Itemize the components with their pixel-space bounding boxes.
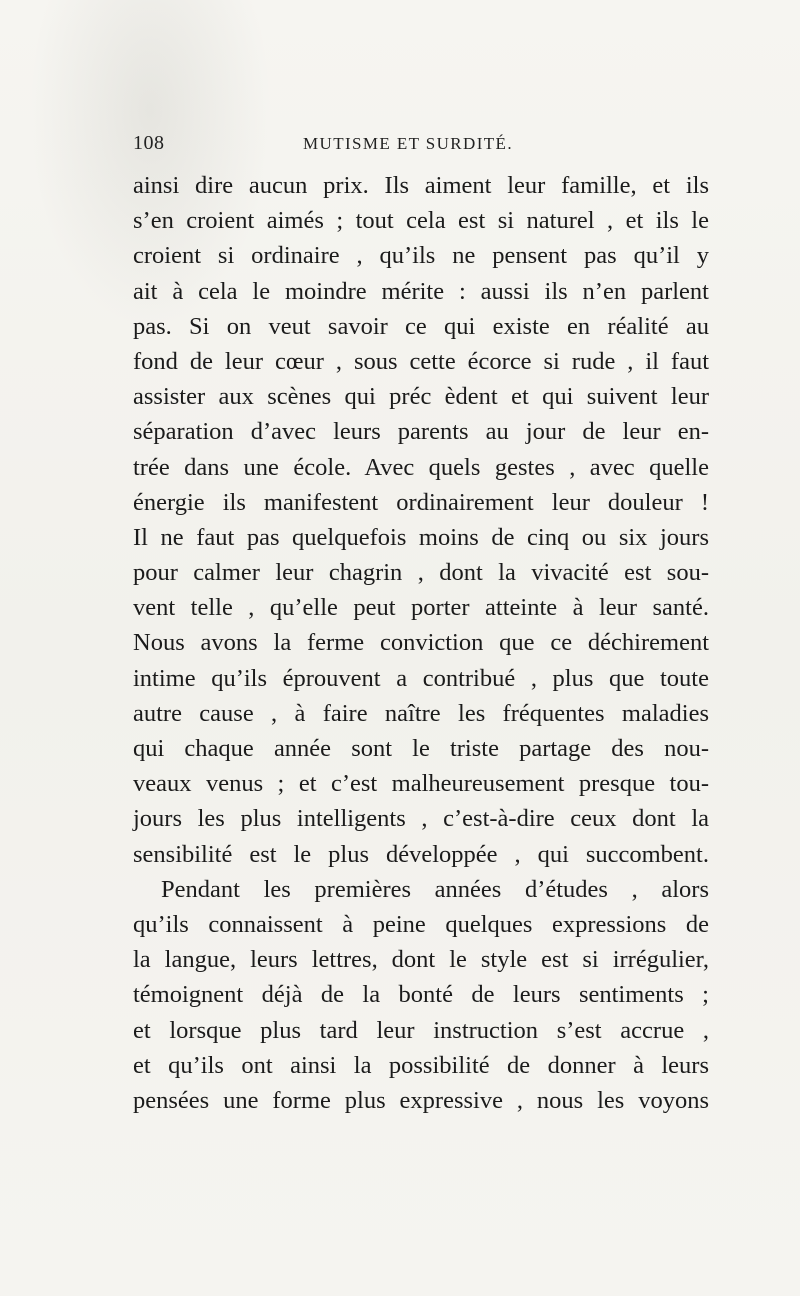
text-line: assister aux scènes qui préc èdent et qui suivent leur <box>133 383 709 411</box>
text-line: pensées une forme plus expressive , nous les voyons <box>133 1086 709 1114</box>
text-line: qu’ils connaissent à peine quelques expressions de <box>133 910 709 938</box>
text-line: qui chaque année sont le triste partage des nou- <box>133 735 709 762</box>
running-title: MUTISME ET SURDITÉ. <box>303 134 513 153</box>
text-line: pour calmer leur chagrin , dont la vivacité est sou- <box>133 559 709 587</box>
text-line: jours les plus intelligents , c’est-à-dire ceux dont la <box>133 805 709 833</box>
text-line: croient si ordinaire , qu’ils ne pensent pas qu’il y <box>133 242 709 270</box>
page-header <box>133 128 709 156</box>
text-line: et qu’ils ont ainsi la possibilité de donner à leurs <box>133 1051 709 1079</box>
text-line: Nous avons la ferme conviction que ce déchirement <box>133 629 709 657</box>
text-line: veaux venus ; et c’est malheureusement presque tou- <box>133 770 709 798</box>
text-line: séparation d’avec leurs parents au jour de leur en- <box>133 418 709 446</box>
text-line: ainsi dire aucun prix. Ils aiment leur famille, et ils <box>133 172 709 199</box>
text-line: énergie ils manifestent ordinairement leur douleur ! <box>133 488 709 516</box>
text-line: trée dans une école. Avec quels gestes , avec quelle <box>133 453 709 481</box>
text-line: et lorsque plus tard leur instruction s’est accrue , <box>133 1016 709 1044</box>
page-number: 108 <box>133 132 165 154</box>
paragraph <box>133 872 709 1118</box>
text-line: sensibilité est le plus développée , qui succombent. <box>133 840 709 868</box>
text-line: Pendant les premières années d’études , alors <box>161 875 709 903</box>
text-line: Il ne faut pas quelquefois moins de cinq ou six jours <box>133 523 709 551</box>
text-line: s’en croient aimés ; tout cela est si naturel , et ils le <box>133 207 709 235</box>
text-line: fond de leur cœur , sous cette écorce si rude , il faut <box>133 347 709 375</box>
text-line: autre cause , à faire naître les fréquentes maladies <box>133 699 709 727</box>
paragraph <box>133 168 709 872</box>
text-line: témoignent déjà de la bonté de leurs sentiments ; <box>133 981 709 1009</box>
body-text <box>133 168 709 1118</box>
text-line: pas. Si on veut savoir ce qui existe en réalité au <box>133 312 709 340</box>
text-line: la langue, leurs lettres, dont le style est si irrégulier, <box>133 946 709 974</box>
text-line: intime qu’ils éprouvent a contribué , plus que toute <box>133 664 709 692</box>
text-line: vent telle , qu’elle peut porter atteinte à leur santé. <box>133 594 709 622</box>
text-line: ait à cela le moindre mérite : aussi ils n’en parlent <box>133 277 709 305</box>
